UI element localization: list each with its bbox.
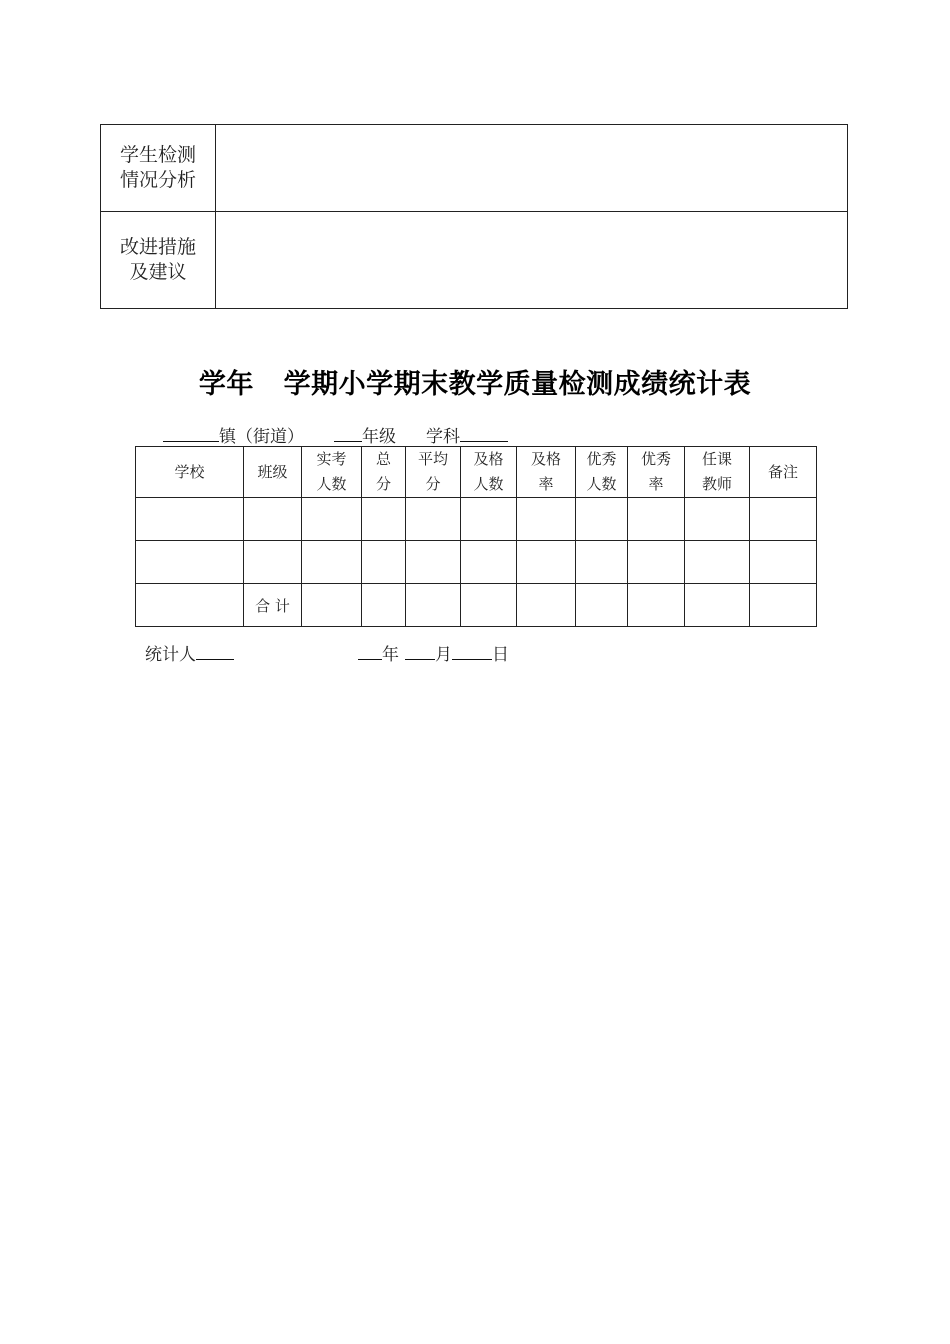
stats-table: [135, 446, 817, 627]
analysis-content-cell[interactable]: [216, 125, 848, 212]
table-cell[interactable]: [576, 584, 628, 627]
header-excellent-count: 优秀 人数: [576, 447, 628, 498]
subject-blank[interactable]: [460, 424, 508, 442]
table-cell[interactable]: [576, 498, 628, 541]
table-cell[interactable]: [244, 498, 302, 541]
form-header: [163, 422, 508, 447]
month-blank[interactable]: [405, 642, 435, 660]
table-cell[interactable]: [750, 541, 817, 584]
analysis-table: [100, 124, 848, 309]
header-exam-count: 实考 人数: [302, 447, 362, 498]
table-cell[interactable]: [576, 541, 628, 584]
table-cell[interactable]: [750, 584, 817, 627]
label-line: 情况分析: [119, 169, 196, 191]
table-row: [136, 541, 817, 584]
table-cell[interactable]: [685, 498, 750, 541]
analysis-content-cell[interactable]: [216, 212, 848, 309]
header-pass-count: 及格 人数: [461, 447, 517, 498]
form-footer: [145, 640, 509, 665]
recorder-label: 统计人: [145, 645, 196, 665]
table-cell[interactable]: [302, 541, 362, 584]
table-cell[interactable]: [406, 584, 461, 627]
table-cell[interactable]: [244, 541, 302, 584]
table-cell[interactable]: [406, 541, 461, 584]
table-cell[interactable]: [461, 498, 517, 541]
year-label: 年: [382, 645, 399, 665]
table-cell[interactable]: [750, 498, 817, 541]
analysis-row-student-test: [101, 125, 848, 212]
year-blank[interactable]: [358, 642, 382, 660]
table-cell[interactable]: [517, 584, 576, 627]
table-cell[interactable]: [628, 498, 685, 541]
header-remarks: 备注: [750, 447, 817, 498]
table-cell[interactable]: [406, 498, 461, 541]
table-cell[interactable]: [136, 541, 244, 584]
header-school: 学校: [136, 447, 244, 498]
analysis-row-improvement: [101, 212, 848, 309]
table-cell[interactable]: [628, 541, 685, 584]
grade-label: 年级: [362, 427, 396, 447]
subject-label: 学科: [426, 427, 460, 447]
table-cell[interactable]: [136, 498, 244, 541]
table-cell[interactable]: [362, 541, 406, 584]
analysis-label: [101, 212, 216, 309]
table-cell[interactable]: [461, 584, 517, 627]
recorder-blank[interactable]: [196, 642, 234, 660]
label-line: 及建议: [129, 261, 187, 283]
grade-blank[interactable]: [334, 424, 362, 442]
header-class: 班级: [244, 447, 302, 498]
table-cell[interactable]: [136, 584, 244, 627]
header-total-score: 总 分: [362, 447, 406, 498]
analysis-label: [101, 125, 216, 212]
table-cell[interactable]: [685, 541, 750, 584]
table-cell[interactable]: [302, 498, 362, 541]
table-cell[interactable]: [517, 541, 576, 584]
table-row: [136, 498, 817, 541]
header-excellent-rate: 优秀 率: [628, 447, 685, 498]
table-cell[interactable]: [628, 584, 685, 627]
table-cell[interactable]: [461, 541, 517, 584]
table-cell[interactable]: [362, 498, 406, 541]
town-label: 镇（街道）: [219, 427, 304, 447]
total-label: 合 计: [244, 584, 302, 627]
label-line: 改进措施: [119, 236, 196, 258]
header-average-score: 平均 分: [406, 447, 461, 498]
day-label: 日: [492, 645, 509, 665]
town-blank[interactable]: [163, 424, 219, 442]
label-line: 学生检测: [119, 144, 196, 166]
day-blank[interactable]: [452, 642, 492, 660]
stats-header-row: [136, 447, 817, 498]
header-teacher: 任课 教师: [685, 447, 750, 498]
total-row: [136, 584, 817, 627]
table-cell[interactable]: [302, 584, 362, 627]
table-cell[interactable]: [362, 584, 406, 627]
table-cell[interactable]: [517, 498, 576, 541]
document-title: 学年 学期小学期末教学质量检测成绩统计表: [198, 369, 752, 400]
month-label: 月: [435, 645, 452, 665]
table-cell[interactable]: [685, 584, 750, 627]
header-pass-rate: 及格 率: [517, 447, 576, 498]
